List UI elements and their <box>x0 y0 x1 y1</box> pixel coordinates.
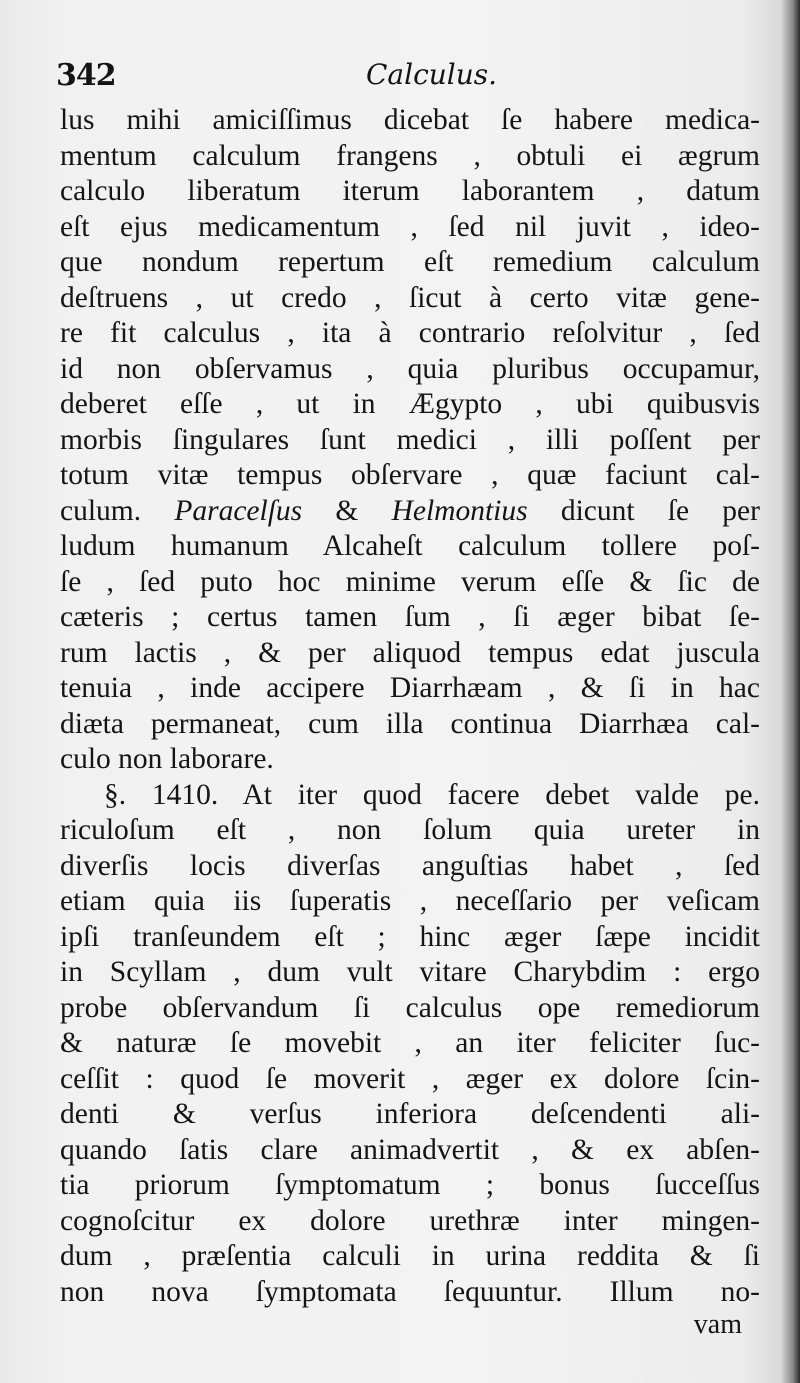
text-line: deſtruens , ut credo , ſicut à certo vitæ gene- <box>60 281 760 314</box>
text-line: culum. Paracelſus & Helmontius dicunt ſe per <box>60 494 760 527</box>
text-line: in Scyllam , dum vult vitare Charybdim : ergo <box>60 956 760 988</box>
text-line: rum lactis , & per aliquod tempus edat juscula <box>60 636 760 669</box>
text-line: denti & verſus inferiora deſcendenti ali- <box>60 1098 760 1130</box>
text-line: re fit calculus , ita à contrario reſolvitur , ſed <box>60 317 760 349</box>
text-line: morbis ſingulares ſunt medici , illi poſſent per <box>60 423 760 456</box>
text-line: id non obſervamus , quia pluribus occupamur, <box>60 352 760 385</box>
text-line: cæteris ; certus tamen ſum , ſi æger bibat ſe- <box>60 601 760 633</box>
text-line: ipſi tranſeundem eſt ; hinc æger ſæpe incidit <box>60 920 760 953</box>
text-line: riculoſum eſt , non ſolum quia ureter in <box>60 814 760 846</box>
page-edge-shadow <box>782 0 800 1383</box>
text-line: calculo liberatum iterum laborantem , datum <box>60 175 760 207</box>
text-line: totum vitæ tempus obſervare , quæ faciunt cal- <box>60 459 760 491</box>
text-line: dum , præſentia calculi in urina reddita & ſi <box>60 1240 760 1272</box>
catchword: vam <box>693 1309 742 1340</box>
italic-name: Helmontius <box>391 494 528 527</box>
section-start-line: §. 1410. At iter quod facere debet valde pe. <box>104 778 760 811</box>
text-line: ludum humanum Alcaheſt calculum tollere poſ- <box>60 530 760 562</box>
text-line: tia priorum ſymptomatum ; bonus ſucceſſus <box>60 1169 760 1201</box>
text-line: quando ſatis clare animadvertit , & ex abſen- <box>60 1133 760 1166</box>
text-line: diæta permaneat, cum illa continua Diarrhæa cal- <box>60 707 760 740</box>
text-line: diverſis locis diverſas anguſtias habet , ſed <box>60 849 760 882</box>
page-footer <box>60 1309 760 1355</box>
running-head: Calculus. <box>366 58 498 91</box>
text-line: mentum calculum frangens , obtuli ei ægrum <box>60 139 760 172</box>
text-line: eſt ejus medicamentum , ſed nil juvit , ideo- <box>60 210 760 243</box>
text-line: ceſſit : quod ſe moverit , æger ex dolore ſcin- <box>60 1062 760 1095</box>
text-line: etiam quia iis ſuperatis , neceſſario per veſicam <box>60 885 760 917</box>
text-line: tenuia , inde accipere Diarrhæam , & ſi in hac <box>60 672 760 704</box>
page-number: 342 <box>56 58 116 93</box>
text-line: cognoſcitur ex dolore urethræ inter mingen- <box>60 1204 760 1237</box>
italic-name: Paracelſus <box>174 494 303 527</box>
text-line: & naturæ ſe movebit , an iter feliciter ſuc- <box>60 1027 760 1059</box>
page-header <box>56 52 756 100</box>
text-line: que nondum repertum eſt remedium calculum <box>60 246 760 278</box>
body-text <box>60 103 760 1310</box>
text-line: deberet eſſe , ut in Ægypto , ubi quibusvis <box>60 388 760 420</box>
text-line: culo non laborare. <box>60 743 274 775</box>
text-line: probe obſervandum ſi calculus ope remediorum <box>60 991 760 1024</box>
text-line: non nova ſymptomata ſequuntur. Illum no- <box>60 1275 760 1308</box>
text-line: lus mihi amiciſſimus dicebat ſe habere medica- <box>60 104 760 136</box>
text-line: ſe , ſed puto hoc minime verum eſſe & ſic de <box>60 565 760 598</box>
